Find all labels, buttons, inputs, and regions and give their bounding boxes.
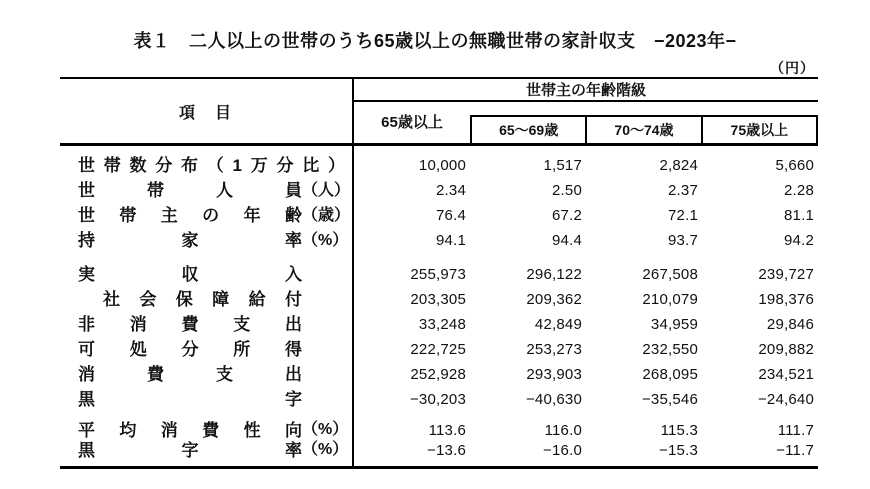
label-char: 布 <box>181 156 198 175</box>
label-char: 収 <box>181 265 199 284</box>
label-char: 分 <box>155 156 173 175</box>
row-group <box>60 153 818 253</box>
label-char: 性 <box>243 420 261 440</box>
cell-value-70-74: 72.1 <box>668 207 698 224</box>
label-char: 費 <box>202 420 220 440</box>
label-char: % <box>318 231 333 249</box>
label-char: 黒 <box>78 390 95 409</box>
table-row <box>60 178 818 203</box>
cell-value-65-69: 296,122 <box>526 266 582 283</box>
label-char: 障 <box>212 290 230 309</box>
row-values <box>352 207 818 224</box>
cell-value-70-74: 2,824 <box>659 157 698 174</box>
row-label-area <box>60 182 352 199</box>
cell-value-65plus: −30,203 <box>409 391 466 408</box>
label-char: 率 <box>285 231 302 250</box>
cell-value-75plus: −11.7 <box>776 441 814 459</box>
row-label-area <box>60 341 352 358</box>
cell-value-65-69: 253,273 <box>526 341 582 358</box>
row-group <box>60 262 818 412</box>
cell-value-70-74: 210,079 <box>642 291 698 308</box>
table-row <box>60 287 818 312</box>
row-values <box>352 316 818 333</box>
cell-value-70-74: 268,095 <box>642 366 698 383</box>
row-label-area <box>60 366 352 383</box>
row-label <box>78 442 302 459</box>
cell-value-65plus: 255,973 <box>410 266 466 283</box>
row-label-area <box>60 207 352 224</box>
label-char: 会 <box>139 290 157 309</box>
label-char: 人 <box>216 181 233 200</box>
label-char: ） <box>327 156 345 175</box>
label-char: 率 <box>285 440 302 460</box>
cell-value-65-69: 42,849 <box>534 316 582 333</box>
label-char: 費 <box>147 365 164 384</box>
cell-value-70-74: 267,508 <box>642 266 698 283</box>
label-char: ） <box>332 421 349 438</box>
cell-value-75plus: 81.1 <box>784 207 814 224</box>
cell-value-70-74: −35,546 <box>641 391 698 408</box>
cell-value-65plus: 76.4 <box>436 207 466 224</box>
row-values <box>352 341 818 358</box>
header-col-65plus: 65歳以上 <box>381 114 443 131</box>
label-char: 実 <box>78 265 95 284</box>
cell-value-65plus: 10,000 <box>418 157 466 174</box>
table-row <box>60 420 818 440</box>
label-char: 支 <box>216 365 233 384</box>
label-char: % <box>318 421 333 438</box>
table-header <box>60 79 818 146</box>
label-char: 平 <box>78 420 95 440</box>
table-row <box>60 387 818 412</box>
row-values <box>352 391 818 408</box>
row-label <box>78 422 302 439</box>
label-char: 出 <box>285 315 302 334</box>
label-char: 給 <box>248 290 266 309</box>
row-label-area <box>60 266 352 283</box>
cell-value-65plus: 33,248 <box>418 316 466 333</box>
label-char: 処 <box>129 340 147 359</box>
cell-value-65plus: 252,928 <box>410 366 466 383</box>
row-label <box>78 207 302 224</box>
cell-value-70-74: 232,550 <box>642 341 698 358</box>
label-char: 支 <box>233 315 251 334</box>
label-char: （ <box>302 421 319 438</box>
row-label <box>78 391 302 408</box>
row-values <box>352 366 818 383</box>
label-char: % <box>318 441 333 458</box>
label-char: 付 <box>284 290 302 309</box>
row-label <box>103 291 302 308</box>
label-char: 世 <box>78 181 95 200</box>
cell-value-65plus: −13.6 <box>427 441 466 459</box>
cell-value-65plus: 113.6 <box>428 421 466 439</box>
cell-value-75plus: 198,376 <box>758 291 814 308</box>
table-body <box>60 146 818 466</box>
table-row <box>60 440 818 460</box>
header-age-group: 世帯主の年齢階級 <box>354 79 818 102</box>
cell-value-65-69: 293,903 <box>526 366 582 383</box>
cell-value-65-69: 1,517 <box>543 157 582 174</box>
cell-value-70-74: 34,959 <box>650 316 698 333</box>
cell-value-75plus: 29,846 <box>766 316 814 333</box>
row-label <box>78 366 302 383</box>
label-char: 消 <box>129 315 147 334</box>
row-label-area <box>60 291 352 308</box>
row-values <box>352 442 818 459</box>
row-group <box>60 420 818 460</box>
cell-value-70-74: −15.3 <box>659 441 698 459</box>
label-char: 年 <box>243 206 261 225</box>
label-char: ） <box>334 181 351 199</box>
table-row <box>60 228 818 253</box>
label-char: 字 <box>181 440 199 460</box>
row-unit <box>302 442 347 458</box>
row-label-area <box>60 391 352 408</box>
cell-value-70-74: 93.7 <box>668 232 698 249</box>
row-unit <box>302 206 351 224</box>
table-row <box>60 262 818 287</box>
label-char: 可 <box>78 340 95 359</box>
label-char: 費 <box>181 315 199 334</box>
row-values <box>352 266 818 283</box>
header-sub-columns <box>470 115 818 143</box>
row-unit <box>302 233 347 249</box>
table-row <box>60 153 818 178</box>
header-col-70-74: 70〜74歳 <box>585 117 700 143</box>
cell-value-75plus: 234,521 <box>758 366 814 383</box>
row-values <box>352 157 818 174</box>
row-label <box>78 157 345 174</box>
label-char: ） <box>332 231 349 249</box>
label-char: 非 <box>78 315 95 334</box>
label-char: （ <box>302 231 319 249</box>
row-label-area <box>60 157 352 174</box>
label-char: の <box>202 206 220 225</box>
table-row <box>60 203 818 228</box>
table-row <box>60 337 818 362</box>
label-char: 比 <box>302 156 320 175</box>
label-char: 齢 <box>284 206 302 225</box>
label-char: （ <box>302 206 319 224</box>
cell-value-75plus: 239,727 <box>758 266 814 283</box>
cell-value-75plus: −24,640 <box>757 391 814 408</box>
cell-value-65-69: 2.50 <box>552 182 582 199</box>
label-char: （ <box>302 181 319 199</box>
cell-value-65plus: 222,725 <box>410 341 466 358</box>
column-divider <box>352 79 354 466</box>
label-char: ） <box>334 206 351 224</box>
cell-value-75plus: 2.28 <box>784 182 814 199</box>
label-char: 得 <box>285 340 302 359</box>
cell-value-65-69: 67.2 <box>552 207 582 224</box>
row-label-area <box>60 442 352 459</box>
row-unit <box>302 181 351 199</box>
cell-value-65plus: 203,305 <box>410 291 466 308</box>
label-char: 1 <box>232 156 242 175</box>
row-label <box>78 316 302 333</box>
label-char: 人 <box>318 181 335 199</box>
label-char: 主 <box>160 206 178 225</box>
row-values <box>352 232 818 249</box>
header-col-75plus: 75歳以上 <box>701 117 816 143</box>
row-values <box>352 182 818 199</box>
label-char: 員 <box>285 181 302 200</box>
row-label-area <box>60 316 352 333</box>
cell-value-70-74: 115.3 <box>660 421 698 439</box>
label-char: ） <box>332 441 349 458</box>
label-char: 万 <box>250 156 268 175</box>
cell-value-65-69: 209,362 <box>526 291 582 308</box>
label-char: 世 <box>78 206 95 225</box>
row-label <box>78 182 302 199</box>
row-label-area <box>60 422 352 439</box>
cell-value-75plus: 209,882 <box>758 341 814 358</box>
row-label-area <box>60 232 352 249</box>
label-char: 世 <box>78 156 95 175</box>
cell-value-65-69: 94.4 <box>552 232 582 249</box>
row-values <box>352 291 818 308</box>
label-char: 帯 <box>147 181 164 200</box>
label-char: 持 <box>78 231 95 250</box>
label-char: 社 <box>103 290 120 309</box>
cell-value-70-74: 2.37 <box>668 182 698 199</box>
row-label <box>78 232 302 249</box>
row-label <box>78 341 302 358</box>
label-char: （ <box>302 441 319 458</box>
label-char: 数 <box>129 156 147 175</box>
cell-value-65-69: −40,630 <box>525 391 582 408</box>
row-label <box>78 266 302 283</box>
table-row <box>60 362 818 387</box>
label-char: 帯 <box>119 206 137 225</box>
label-char: 消 <box>160 420 178 440</box>
row-values <box>352 422 818 439</box>
statistics-table <box>60 77 818 469</box>
cell-value-65-69: −16.0 <box>543 441 582 459</box>
label-char: 均 <box>119 420 137 440</box>
label-char: 字 <box>285 390 302 409</box>
cell-value-75plus: 94.2 <box>784 232 814 249</box>
label-char: 向 <box>284 420 302 440</box>
label-char: 分 <box>276 156 294 175</box>
row-unit <box>302 422 347 438</box>
cell-value-75plus: 111.7 <box>777 421 814 439</box>
cell-value-75plus: 5,660 <box>775 157 814 174</box>
header-item: 項 目 <box>178 104 233 122</box>
cell-value-65plus: 2.34 <box>436 182 466 199</box>
table-title: 表１ 二人以上の世帯のうち65歳以上の無職世帯の家計収支 −2023年− <box>133 31 737 51</box>
label-char: 分 <box>181 340 199 359</box>
table-row <box>60 312 818 337</box>
header-col-65-69: 65〜69歳 <box>499 122 559 138</box>
label-char: 入 <box>285 265 302 284</box>
label-char: 家 <box>181 231 199 250</box>
label-char: 消 <box>78 365 95 384</box>
label-char: 所 <box>233 340 251 359</box>
label-char: 出 <box>285 365 302 384</box>
cell-value-65plus: 94.1 <box>436 232 466 249</box>
label-char: （ <box>206 156 224 175</box>
cell-value-65-69: 116.0 <box>544 421 582 439</box>
label-char: 帯 <box>103 156 121 175</box>
label-char: 保 <box>175 290 193 309</box>
label-char: 歳 <box>318 206 335 224</box>
unit-note: （円） <box>770 60 815 76</box>
label-char: 黒 <box>78 440 95 460</box>
